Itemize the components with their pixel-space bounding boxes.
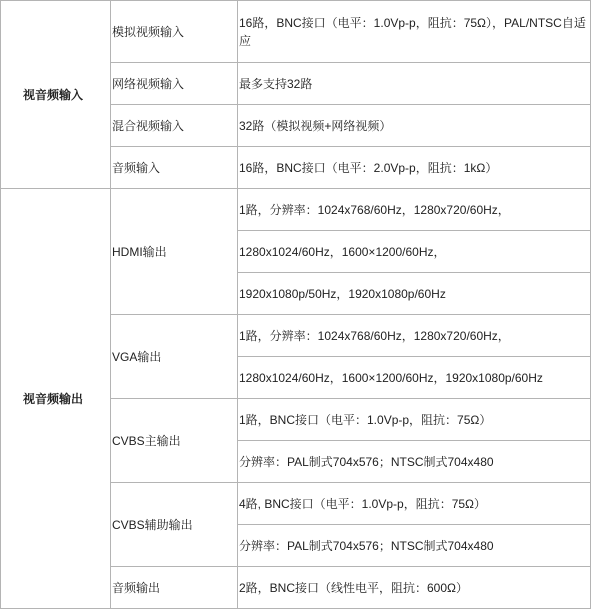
row-value-hdmi-output-1: 1路，分辨率：1024x768/60Hz，1280x720/60Hz， bbox=[238, 189, 591, 231]
row-label-vga-output: VGA输出 bbox=[111, 315, 238, 399]
row-value-mixed-video-input: 32路（模拟视频+网络视频） bbox=[238, 105, 591, 147]
section-title-av-input: 视音频输入 bbox=[1, 1, 111, 189]
row-label-audio-input: 音频输入 bbox=[111, 147, 238, 189]
row-value-cvbs-main-output-1: 1路，BNC接口（电平：1.0Vp-p，阻抗：75Ω） bbox=[238, 399, 591, 441]
row-value-hdmi-output-2: 1280x1024/60Hz，1600×1200/60Hz， bbox=[238, 231, 591, 273]
row-value-cvbs-aux-output-1: 4路, BNC接口（电平：1.0Vp-p，阻抗：75Ω） bbox=[238, 483, 591, 525]
row-value-audio-input: 16路，BNC接口（电平：2.0Vp-p，阻抗：1kΩ） bbox=[238, 147, 591, 189]
row-label-cvbs-aux-output: CVBS辅助输出 bbox=[111, 483, 238, 567]
section-title-av-output: 视音频输出 bbox=[1, 189, 111, 609]
row-label-audio-output: 音频输出 bbox=[111, 567, 238, 609]
row-label-network-video-input: 网络视频输入 bbox=[111, 63, 238, 105]
row-value-vga-output-1: 1路，分辨率：1024x768/60Hz，1280x720/60Hz， bbox=[238, 315, 591, 357]
table-row bbox=[1, 1, 591, 63]
row-value-network-video-input: 最多支持32路 bbox=[238, 63, 591, 105]
row-value-vga-output-2: 1280x1024/60Hz，1600×1200/60Hz，1920x1080p/60Hz bbox=[238, 357, 591, 399]
row-label-hdmi-output: HDMI输出 bbox=[111, 189, 238, 315]
row-value-cvbs-aux-output-2: 分辨率：PAL制式704x576；NTSC制式704x480 bbox=[238, 525, 591, 567]
row-label-cvbs-main-output: CVBS主输出 bbox=[111, 399, 238, 483]
row-label-analog-video-input: 模拟视频输入 bbox=[111, 1, 238, 63]
table-row bbox=[1, 189, 591, 231]
row-value-analog-video-input: 16路，BNC接口（电平：1.0Vp-p，阻抗：75Ω），PAL/NTSC自适应 bbox=[238, 1, 591, 63]
row-value-audio-output: 2路，BNC接口（线性电平，阻抗：600Ω） bbox=[238, 567, 591, 609]
row-value-hdmi-output-3: 1920x1080p/50Hz，1920x1080p/60Hz bbox=[238, 273, 591, 315]
row-label-mixed-video-input: 混合视频输入 bbox=[111, 105, 238, 147]
row-value-cvbs-main-output-2: 分辨率：PAL制式704x576；NTSC制式704x480 bbox=[238, 441, 591, 483]
